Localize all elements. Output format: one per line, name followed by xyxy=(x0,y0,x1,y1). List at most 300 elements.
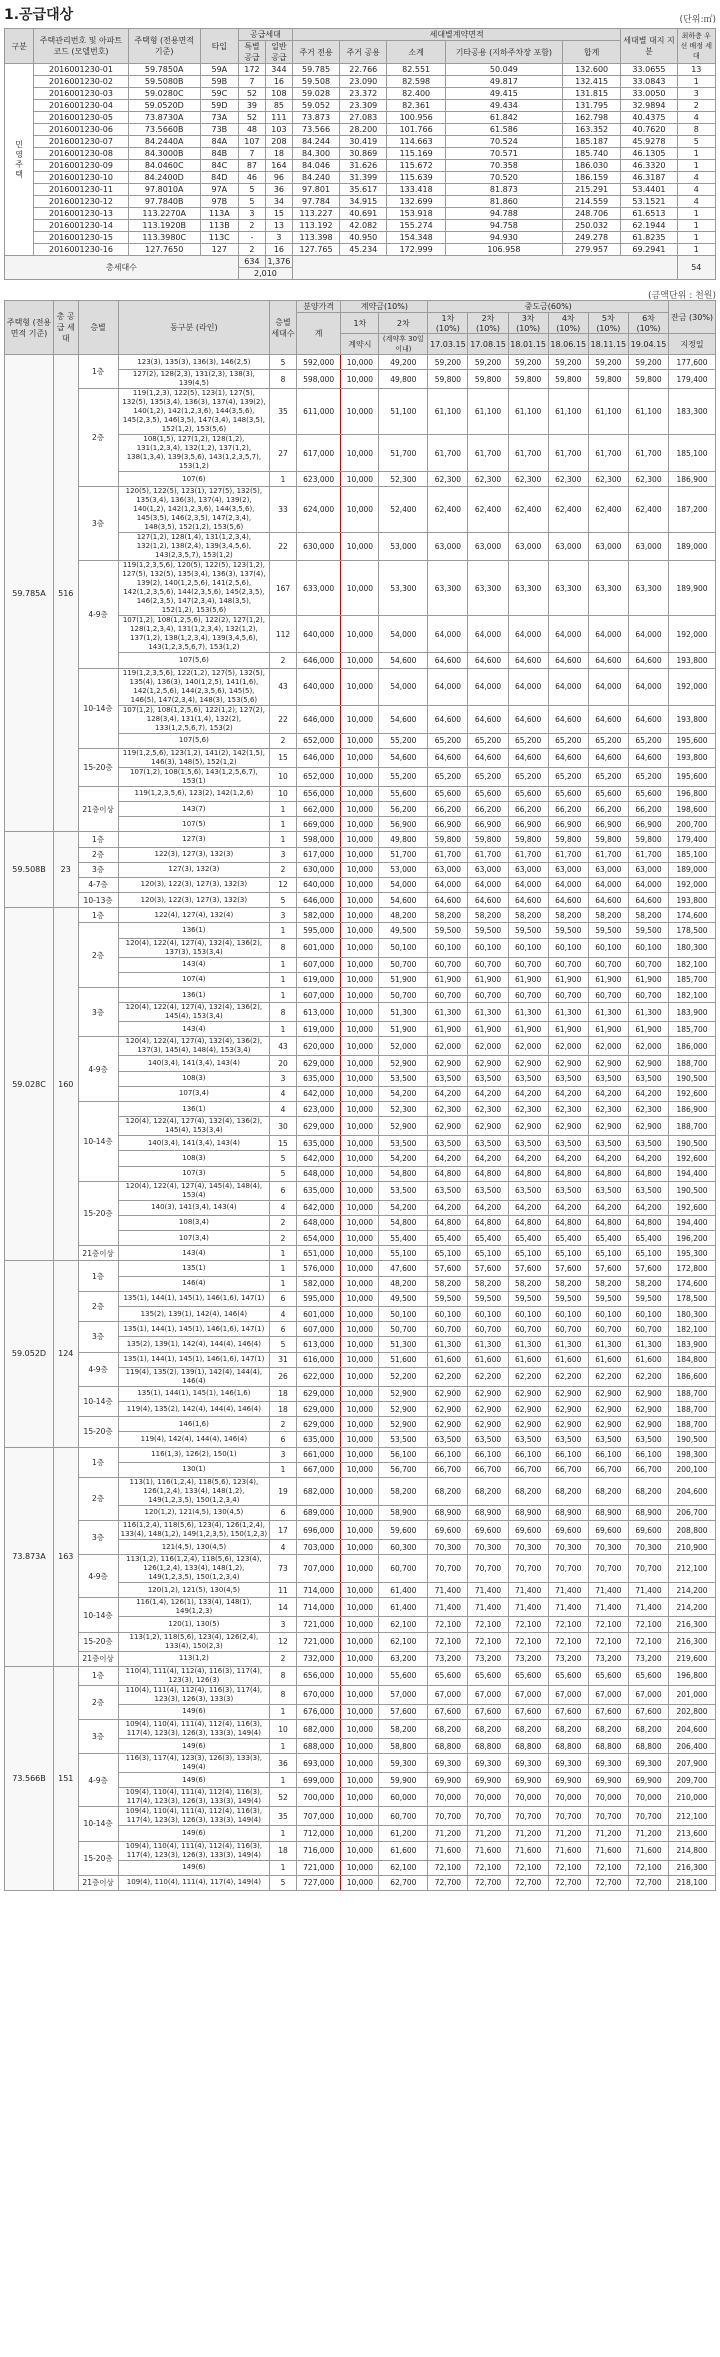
price-balance: 208,800 xyxy=(669,1521,716,1540)
price-floor-count: 35 xyxy=(270,389,297,435)
supply-cell-area: 73.8730A xyxy=(128,112,200,124)
price-dong: 119(1,2,3,5,6), 122(1,2), 127(5), 132(5), 135(4), 136(3), 140(1,2,5), 141(1,6), 142(1,2,5,6), 144(2,3,5,6), 145(5), 146(5), 147(2,3,4), 148(3), 153(5,6) xyxy=(118,668,270,705)
price-dong: 116(1,2,4), 118(5,6), 123(4), 126(1,2,4), 133(4), 148(1,2), 149(1,2,3,5), 150(1,2,3) xyxy=(118,1521,270,1540)
supply-row xyxy=(5,184,716,196)
hdr-total-units: 총 공급 세대 xyxy=(54,301,79,355)
supply-cell-pri: 5 xyxy=(677,136,715,148)
price-floor: 10-14층 xyxy=(78,1807,118,1841)
price-contract-2: 55,600 xyxy=(379,786,428,801)
price-middle-2: 60,700 xyxy=(468,988,508,1003)
price-contract-2: 51,900 xyxy=(379,972,428,987)
price-middle-2: 63,300 xyxy=(468,561,508,616)
price-contract-1: 10,000 xyxy=(341,801,379,816)
price-middle-5: 63,500 xyxy=(588,1432,628,1447)
price-middle-2: 65,600 xyxy=(468,1666,508,1685)
price-floor-count: 18 xyxy=(270,1386,297,1401)
price-floor: 3층 xyxy=(78,487,118,561)
price-middle-3: 61,700 xyxy=(508,847,548,862)
price-dong: 119(1,2,3), 122(5), 123(1), 127(5), 132(5), 135(3,4), 136(3), 137(4), 139(2), 140(1,2), 142(1,2,3,6), 144(3,5,6), 145(2,3,5), 146(3,5), 147(3,4), 148(3,5), 152(1,2), 153(5,6) xyxy=(118,389,270,435)
price-middle-1: 65,200 xyxy=(428,733,468,748)
price-middle-5: 59,800 xyxy=(588,370,628,389)
supply-cell-code: 2016001230-10 xyxy=(34,172,128,184)
price-middle-1: 60,700 xyxy=(428,957,468,972)
price-contract-2: 59,600 xyxy=(379,1521,428,1540)
price-balance: 202,800 xyxy=(669,1704,716,1719)
price-balance: 194,400 xyxy=(669,1215,716,1230)
price-contract-1: 10,000 xyxy=(341,862,379,877)
price-floor-count: 73 xyxy=(270,1555,297,1583)
price-row xyxy=(5,355,716,370)
price-contract-2: 54,800 xyxy=(379,1166,428,1181)
price-total: 601,000 xyxy=(296,1307,341,1322)
price-floor-count: 27 xyxy=(270,435,297,472)
price-middle-1: 68,200 xyxy=(428,1720,468,1739)
price-middle-3: 64,800 xyxy=(508,1166,548,1181)
price-total: 616,000 xyxy=(296,1352,341,1367)
price-middle-3: 71,600 xyxy=(508,1841,548,1860)
price-middle-2: 62,900 xyxy=(468,1117,508,1136)
price-balance: 183,900 xyxy=(669,1337,716,1352)
price-contract-1: 10,000 xyxy=(341,1307,379,1322)
price-balance: 209,700 xyxy=(669,1773,716,1788)
price-dong: 109(4), 110(4), 111(4), 112(4), 116(3), 117(4), 123(3), 126(3), 133(3), 149(4) xyxy=(118,1841,270,1860)
price-floor-count: 4 xyxy=(270,1200,297,1215)
price-middle-3: 64,600 xyxy=(508,653,548,668)
supply-cell-common: 23.309 xyxy=(340,100,387,112)
price-contract-2: 54,200 xyxy=(379,1200,428,1215)
price-middle-2: 66,900 xyxy=(468,817,508,832)
supply-cell-land: 61.8235 xyxy=(621,232,677,244)
price-floor: 10-13층 xyxy=(78,893,118,908)
price-floor-count: 1 xyxy=(270,957,297,972)
supply-cell-land: 32.9894 xyxy=(621,100,677,112)
price-dong: 140(3,4), 141(3,4), 143(4) xyxy=(118,1136,270,1151)
price-total: 721,000 xyxy=(296,1632,341,1651)
price-total-units: 151 xyxy=(54,1666,79,1890)
supply-cell-total: 215.291 xyxy=(562,184,620,196)
price-middle-5: 64,000 xyxy=(588,877,628,892)
price-middle-2: 62,900 xyxy=(468,1056,508,1071)
price-middle-4: 66,900 xyxy=(548,817,588,832)
price-contract-2: 49,500 xyxy=(379,923,428,938)
price-middle-6: 71,200 xyxy=(628,1826,668,1841)
price-middle-3: 62,900 xyxy=(508,1417,548,1432)
price-total: 696,000 xyxy=(296,1521,341,1540)
price-contract-2: 54,600 xyxy=(379,653,428,668)
price-middle-4: 66,700 xyxy=(548,1462,588,1477)
price-contract-1: 10,000 xyxy=(341,1447,379,1462)
price-middle-2: 64,200 xyxy=(468,1086,508,1101)
price-middle-4: 72,700 xyxy=(548,1875,588,1890)
supply-cell-code: 2016001230-03 xyxy=(34,88,128,100)
price-contract-2: 54,600 xyxy=(379,705,428,733)
price-middle-1: 66,200 xyxy=(428,801,468,816)
supply-cell-sub: 154.348 xyxy=(387,232,445,244)
price-middle-6: 65,400 xyxy=(628,1231,668,1246)
price-middle-1: 61,700 xyxy=(428,847,468,862)
price-balance: 196,800 xyxy=(669,786,716,801)
price-balance: 180,300 xyxy=(669,938,716,957)
price-middle-4: 72,100 xyxy=(548,1617,588,1632)
price-floor: 10-14층 xyxy=(78,1386,118,1416)
supply-cell-sub: 114.663 xyxy=(387,136,445,148)
price-middle-5: 62,900 xyxy=(588,1386,628,1401)
price-row xyxy=(5,877,716,892)
supply-cell-area: 97.7840B xyxy=(128,196,200,208)
hdr-c1-when: 계약시 xyxy=(341,334,379,355)
supply-cell-common: 31.626 xyxy=(340,160,387,172)
price-middle-4: 65,600 xyxy=(548,786,588,801)
price-middle-2: 62,300 xyxy=(468,472,508,487)
price-middle-1: 70,700 xyxy=(428,1555,468,1583)
price-middle-1: 67,600 xyxy=(428,1704,468,1719)
price-middle-5: 70,700 xyxy=(588,1807,628,1826)
price-middle-2: 61,600 xyxy=(468,1352,508,1367)
price-middle-4: 65,600 xyxy=(548,1666,588,1685)
price-floor-count: 1 xyxy=(270,817,297,832)
price-contract-1: 10,000 xyxy=(341,972,379,987)
price-middle-1: 64,000 xyxy=(428,668,468,705)
price-balance: 174,600 xyxy=(669,1276,716,1291)
price-floor: 4-9층 xyxy=(78,561,118,668)
supply-cell-other: 50.049 xyxy=(445,64,562,76)
price-dong: 113(1), 116(1,2,4), 118(5,6), 123(4), 126(1,2,4), 133(4), 148(1,2), 149(1,2,3,5), 150(1,2,3,4) xyxy=(118,1477,270,1505)
price-middle-5: 65,600 xyxy=(588,1666,628,1685)
price-middle-6: 61,100 xyxy=(628,389,668,435)
hdr-d6: 19.04.15 xyxy=(628,334,668,355)
price-contract-2: 55,600 xyxy=(379,1666,428,1685)
price-dong: 149(6) xyxy=(118,1704,270,1719)
price-middle-6: 72,100 xyxy=(628,1632,668,1651)
price-floor: 21층이상 xyxy=(78,1651,118,1666)
supply-cell-type: 113A xyxy=(200,208,238,220)
price-middle-2: 67,600 xyxy=(468,1704,508,1719)
price-middle-1: 62,000 xyxy=(428,1037,468,1056)
price-total: 635,000 xyxy=(296,1432,341,1447)
price-middle-2: 70,700 xyxy=(468,1807,508,1826)
price-middle-2: 62,900 xyxy=(468,1386,508,1401)
price-middle-3: 72,100 xyxy=(508,1860,548,1875)
price-middle-6: 71,400 xyxy=(628,1598,668,1617)
price-contract-2: 49,200 xyxy=(379,355,428,370)
price-dong: 120(4), 122(4), 127(4), 132(4), 136(2), 137(3), 145(4), 148(4), 153(3,4) xyxy=(118,1037,270,1056)
price-total: 613,000 xyxy=(296,1003,341,1022)
price-contract-1: 10,000 xyxy=(341,653,379,668)
price-dong: 107(3,4) xyxy=(118,1231,270,1246)
price-middle-3: 58,200 xyxy=(508,908,548,923)
price-dong: 116(3), 117(4), 123(3), 126(3), 133(3), 149(4) xyxy=(118,1754,270,1773)
supply-table-body xyxy=(5,64,716,280)
price-floor-count: 3 xyxy=(270,1617,297,1632)
price-dong: 120(1), 130(5) xyxy=(118,1617,270,1632)
price-middle-4: 59,500 xyxy=(548,1291,588,1306)
price-dong: 107(3) xyxy=(118,1166,270,1181)
price-balance: 177,600 xyxy=(669,355,716,370)
price-balance: 179,400 xyxy=(669,370,716,389)
supply-row xyxy=(5,208,716,220)
price-contract-2: 58,200 xyxy=(379,1477,428,1505)
price-contract-2: 53,500 xyxy=(379,1136,428,1151)
price-floor: 10-14층 xyxy=(78,1598,118,1632)
price-middle-5: 72,100 xyxy=(588,1632,628,1651)
price-total: 693,000 xyxy=(296,1754,341,1773)
price-row xyxy=(5,1841,716,1860)
price-middle-1: 58,200 xyxy=(428,1276,468,1291)
hdr-bal-when: 지정일 xyxy=(669,334,716,355)
supply-cell-special: 172 xyxy=(238,64,265,76)
price-middle-6: 62,900 xyxy=(628,1117,668,1136)
price-middle-4: 68,200 xyxy=(548,1477,588,1505)
price-middle-2: 72,700 xyxy=(468,1875,508,1890)
price-middle-1: 63,500 xyxy=(428,1071,468,1086)
price-dong: 121(4,5), 130(4,5) xyxy=(118,1540,270,1555)
price-contract-1: 10,000 xyxy=(341,1521,379,1540)
price-contract-1: 10,000 xyxy=(341,487,379,533)
supply-cell-type: 97A xyxy=(200,184,238,196)
supply-row xyxy=(5,244,716,256)
price-floor: 4-7층 xyxy=(78,877,118,892)
price-contract-2: 62,100 xyxy=(379,1617,428,1632)
price-middle-6: 68,800 xyxy=(628,1739,668,1754)
price-middle-4: 71,400 xyxy=(548,1598,588,1617)
price-middle-5: 61,300 xyxy=(588,1003,628,1022)
price-floor-count: 1 xyxy=(270,832,297,847)
price-middle-1: 63,500 xyxy=(428,1432,468,1447)
price-middle-4: 64,200 xyxy=(548,1151,588,1166)
price-floor-count: 1 xyxy=(270,1462,297,1477)
price-contract-2: 56,900 xyxy=(379,817,428,832)
hdr-middle: 중도금(60%) xyxy=(428,301,669,313)
price-row xyxy=(5,786,716,801)
price-contract-2: 52,200 xyxy=(379,1367,428,1386)
supply-cell-special: 52 xyxy=(238,88,265,100)
price-middle-1: 72,700 xyxy=(428,1875,468,1890)
hdr-c2-when: (계약후 30일 이내) xyxy=(379,334,428,355)
price-balance: 178,500 xyxy=(669,1291,716,1306)
price-contract-1: 10,000 xyxy=(341,1337,379,1352)
price-middle-4: 61,300 xyxy=(548,1003,588,1022)
price-contract-1: 10,000 xyxy=(341,1003,379,1022)
price-middle-1: 65,200 xyxy=(428,767,468,786)
supply-row xyxy=(5,148,716,160)
supply-cell-type: 73B xyxy=(200,124,238,136)
price-balance: 189,000 xyxy=(669,533,716,561)
price-balance: 182,100 xyxy=(669,988,716,1003)
price-middle-1: 62,900 xyxy=(428,1417,468,1432)
price-balance: 195,600 xyxy=(669,767,716,786)
price-contract-1: 10,000 xyxy=(341,1101,379,1116)
price-middle-4: 64,600 xyxy=(548,748,588,767)
price-total: 629,000 xyxy=(296,1386,341,1401)
price-contract-1: 10,000 xyxy=(341,1666,379,1685)
hdr-d1: 17.03.15 xyxy=(428,334,468,355)
price-middle-3: 64,200 xyxy=(508,1086,548,1101)
price-middle-2: 62,200 xyxy=(468,1367,508,1386)
price-middle-3: 62,900 xyxy=(508,1401,548,1416)
price-middle-2: 70,000 xyxy=(468,1788,508,1807)
price-middle-4: 58,200 xyxy=(548,908,588,923)
price-total: 595,000 xyxy=(296,923,341,938)
price-contract-1: 10,000 xyxy=(341,1875,379,1890)
supply-cell-common: 27.083 xyxy=(340,112,387,124)
price-dong: 140(3,4), 141(3,4), 143(4) xyxy=(118,1056,270,1071)
price-contract-1: 10,000 xyxy=(341,1200,379,1215)
supply-cell-sub: 115.672 xyxy=(387,160,445,172)
price-contract-1: 10,000 xyxy=(341,988,379,1003)
price-middle-3: 69,600 xyxy=(508,1521,548,1540)
price-middle-6: 60,100 xyxy=(628,1307,668,1322)
price-total: 601,000 xyxy=(296,938,341,957)
supply-cell-special: 48 xyxy=(238,124,265,136)
price-contract-2: 55,200 xyxy=(379,767,428,786)
supply-cell-special: 2 xyxy=(238,244,265,256)
supply-cell-common: 34.915 xyxy=(340,196,387,208)
supply-cell-pri: 1 xyxy=(677,232,715,244)
price-middle-1: 61,300 xyxy=(428,1003,468,1022)
supply-cell-sub: 82.400 xyxy=(387,88,445,100)
price-middle-6: 67,000 xyxy=(628,1685,668,1704)
price-middle-5: 64,600 xyxy=(588,653,628,668)
price-middle-1: 71,400 xyxy=(428,1583,468,1598)
price-contract-1: 10,000 xyxy=(341,1826,379,1841)
price-middle-5: 62,200 xyxy=(588,1367,628,1386)
price-floor-count: 1 xyxy=(270,923,297,938)
price-row xyxy=(5,487,716,533)
price-middle-2: 64,800 xyxy=(468,1166,508,1181)
price-middle-1: 59,500 xyxy=(428,1291,468,1306)
supply-cell-land: 62.1944 xyxy=(621,220,677,232)
price-middle-2: 63,000 xyxy=(468,533,508,561)
supply-cell-land: 69.2941 xyxy=(621,244,677,256)
price-middle-3: 63,300 xyxy=(508,561,548,616)
price-total: 629,000 xyxy=(296,1417,341,1432)
supply-cell-sub: 82.551 xyxy=(387,64,445,76)
price-contract-1: 10,000 xyxy=(341,877,379,892)
price-contract-1: 10,000 xyxy=(341,355,379,370)
price-floor: 2층 xyxy=(78,1291,118,1321)
price-contract-2: 50,100 xyxy=(379,938,428,957)
supply-cell-excl: 113.227 xyxy=(292,208,339,220)
price-middle-2: 63,500 xyxy=(468,1181,508,1200)
price-contract-1: 10,000 xyxy=(341,1788,379,1807)
price-middle-5: 68,200 xyxy=(588,1720,628,1739)
price-middle-5: 63,500 xyxy=(588,1136,628,1151)
price-middle-6: 63,000 xyxy=(628,862,668,877)
price-contract-1: 10,000 xyxy=(341,1617,379,1632)
price-middle-3: 70,000 xyxy=(508,1788,548,1807)
price-middle-4: 61,600 xyxy=(548,1352,588,1367)
price-middle-6: 62,300 xyxy=(628,1101,668,1116)
price-middle-4: 62,300 xyxy=(548,472,588,487)
price-middle-4: 63,000 xyxy=(548,533,588,561)
price-middle-6: 60,700 xyxy=(628,957,668,972)
price-floor: 10-14층 xyxy=(78,668,118,748)
price-middle-3: 64,600 xyxy=(508,893,548,908)
price-middle-5: 70,700 xyxy=(588,1555,628,1583)
supply-cell-sub: 172.999 xyxy=(387,244,445,256)
price-total: 640,000 xyxy=(296,668,341,705)
price-floor-count: 30 xyxy=(270,1117,297,1136)
price-middle-1: 60,100 xyxy=(428,938,468,957)
price-balance: 196,800 xyxy=(669,1666,716,1685)
price-middle-1: 58,200 xyxy=(428,908,468,923)
price-floor-count: 5 xyxy=(270,1166,297,1181)
price-table xyxy=(4,300,716,1891)
price-floor: 1층 xyxy=(78,832,118,847)
price-middle-2: 70,700 xyxy=(468,1555,508,1583)
price-row xyxy=(5,1666,716,1685)
price-contract-2: 51,700 xyxy=(379,847,428,862)
price-middle-2: 62,000 xyxy=(468,1037,508,1056)
price-contract-1: 10,000 xyxy=(341,1151,379,1166)
price-balance: 189,900 xyxy=(669,561,716,616)
price-contract-1: 10,000 xyxy=(341,1651,379,1666)
price-middle-6: 63,300 xyxy=(628,561,668,616)
price-middle-1: 61,700 xyxy=(428,435,468,472)
price-contract-1: 10,000 xyxy=(341,1555,379,1583)
price-floor: 4-9층 xyxy=(78,1037,118,1102)
price-balance: 178,500 xyxy=(669,923,716,938)
price-dong: 135(2), 139(1), 142(4), 146(4) xyxy=(118,1307,270,1322)
hdr-floor: 층별 xyxy=(78,301,118,355)
price-middle-6: 72,100 xyxy=(628,1617,668,1632)
price-floor-count: 1 xyxy=(270,801,297,816)
price-balance: 185,700 xyxy=(669,972,716,987)
price-middle-5: 62,900 xyxy=(588,1417,628,1432)
price-middle-3: 72,700 xyxy=(508,1875,548,1890)
price-middle-6: 70,000 xyxy=(628,1788,668,1807)
price-middle-5: 66,200 xyxy=(588,801,628,816)
price-middle-3: 68,900 xyxy=(508,1505,548,1520)
price-middle-2: 68,800 xyxy=(468,1739,508,1754)
price-middle-4: 58,200 xyxy=(548,1276,588,1291)
price-contract-1: 10,000 xyxy=(341,1632,379,1651)
price-total: 640,000 xyxy=(296,877,341,892)
price-middle-2: 63,500 xyxy=(468,1071,508,1086)
price-middle-3: 71,200 xyxy=(508,1826,548,1841)
supply-cell-excl: 97.801 xyxy=(292,184,339,196)
price-middle-2: 72,100 xyxy=(468,1617,508,1632)
price-middle-6: 67,600 xyxy=(628,1704,668,1719)
price-contract-1: 10,000 xyxy=(341,1773,379,1788)
price-middle-2: 58,200 xyxy=(468,908,508,923)
price-floor-count: 2 xyxy=(270,733,297,748)
price-dong: 119(4), 142(4), 144(4), 146(4) xyxy=(118,1432,270,1447)
price-balance: 198,600 xyxy=(669,801,716,816)
price-balance: 193,800 xyxy=(669,893,716,908)
price-floor-count: 3 xyxy=(270,1071,297,1086)
price-middle-4: 61,100 xyxy=(548,389,588,435)
supply-row xyxy=(5,172,716,184)
price-dong: 127(2), 128(2,3), 131(2,3), 138(3), 139(4,5) xyxy=(118,370,270,389)
price-middle-4: 67,600 xyxy=(548,1704,588,1719)
price-contract-2: 62,700 xyxy=(379,1875,428,1890)
price-middle-3: 70,700 xyxy=(508,1807,548,1826)
price-floor: 10-14층 xyxy=(78,1101,118,1181)
price-contract-1: 10,000 xyxy=(341,1352,379,1367)
price-floor: 1층 xyxy=(78,908,118,923)
price-middle-4: 61,900 xyxy=(548,972,588,987)
price-contract-1: 10,000 xyxy=(341,923,379,938)
price-middle-1: 59,200 xyxy=(428,355,468,370)
price-row xyxy=(5,1632,716,1651)
supply-cell-code: 2016001230-16 xyxy=(34,244,128,256)
price-middle-3: 60,700 xyxy=(508,1322,548,1337)
price-middle-1: 66,100 xyxy=(428,1447,468,1462)
price-total: 707,000 xyxy=(296,1807,341,1826)
price-middle-5: 72,700 xyxy=(588,1875,628,1890)
price-middle-1: 72,100 xyxy=(428,1617,468,1632)
